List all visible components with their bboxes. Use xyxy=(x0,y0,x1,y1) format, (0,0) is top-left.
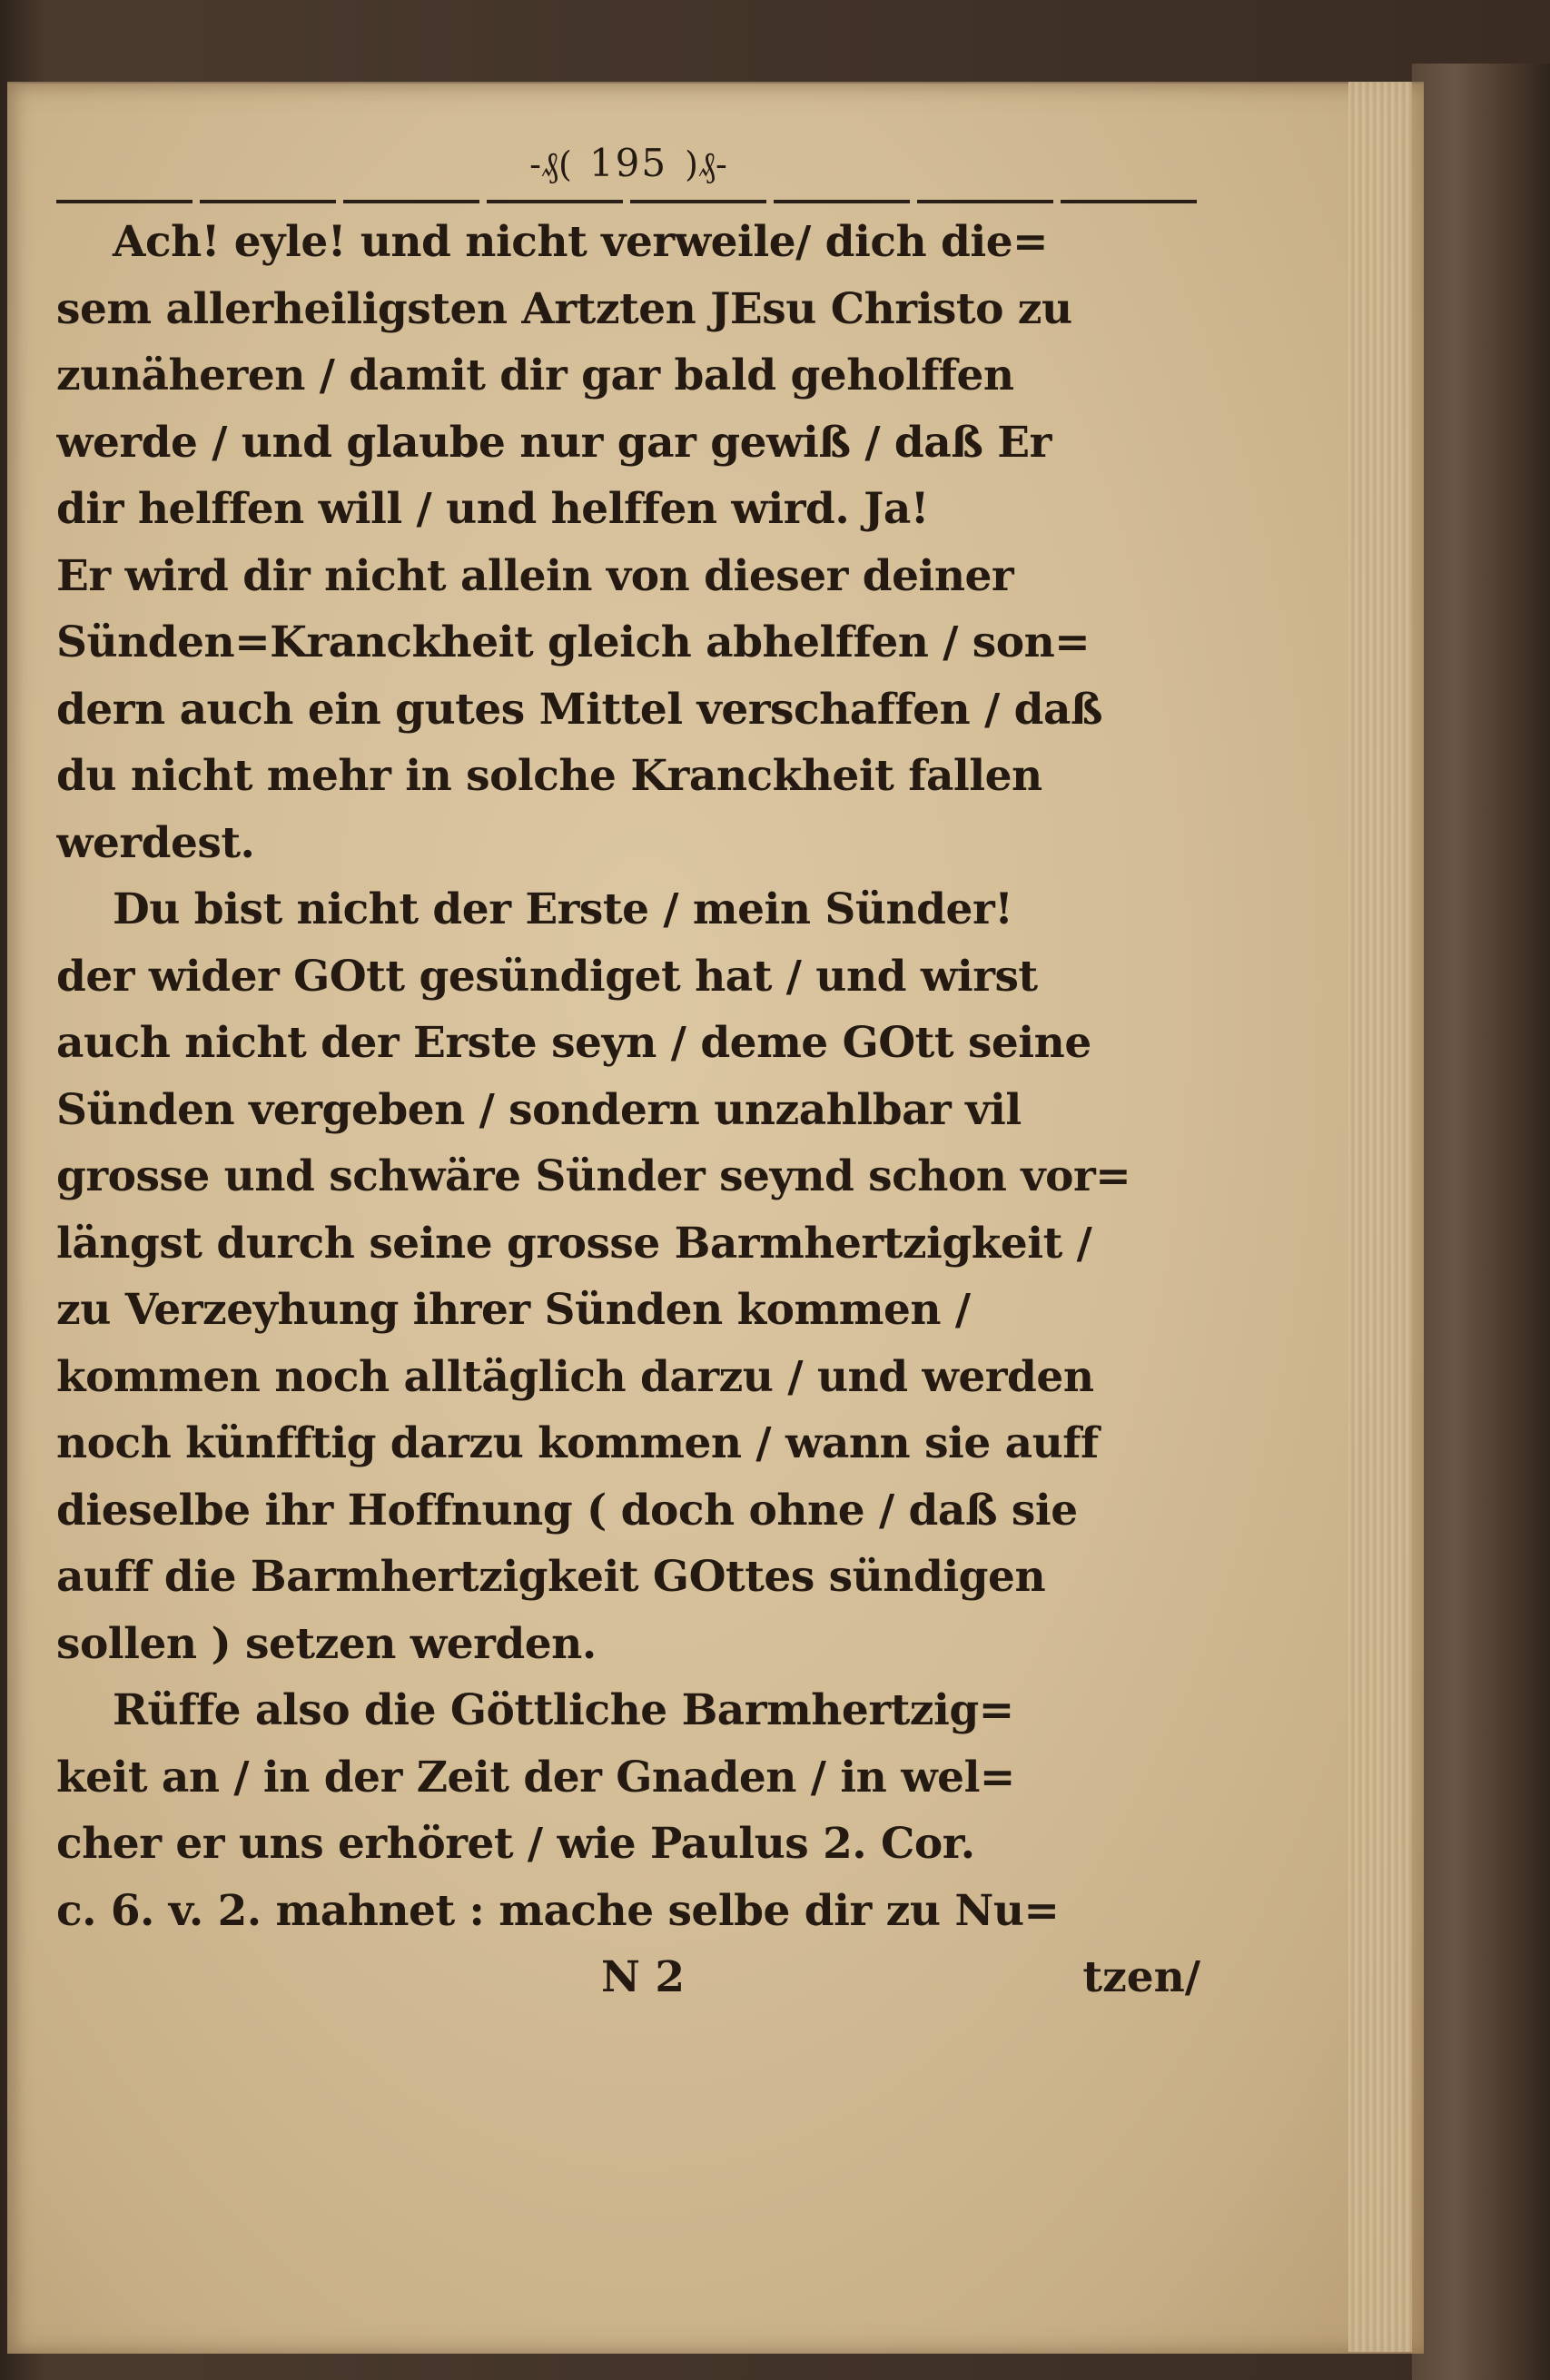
text-line: dir helffen will / und helffen wird. Ja! xyxy=(56,484,929,534)
text-line: zu Verzeyhung ihrer Sünden kommen / xyxy=(56,1285,971,1335)
text-line: Ach! eyle! und nicht verweile/ dich die= xyxy=(113,217,1049,267)
text-line: Du bist nicht der Erste / mein Sünder! xyxy=(113,884,1013,934)
page-edges xyxy=(1348,82,1412,2352)
text-line: du nicht mehr in solche Kranckheit fallen xyxy=(56,751,1042,801)
text-line: keit an / in der Zeit der Gnaden / in wel= xyxy=(56,1752,1015,1802)
header-right-ornament: )₰- xyxy=(685,144,727,184)
text-line: c. 6. v. 2. mahnet : mache selbe dir zu Nu= xyxy=(56,1885,1060,1936)
text-line: Sünden=Kranckheit gleich abhelffen / son= xyxy=(56,617,1091,667)
text-line: cher er uns erhöret / wie Paulus 2. Cor. xyxy=(56,1819,975,1869)
text-line: grosse und schwäre Sünder seynd schon vor= xyxy=(56,1151,1131,1201)
text-line: kommen noch alltäglich darzu / und werden xyxy=(56,1351,1094,1402)
text-line: noch künfftig darzu kommen / wann sie auff xyxy=(56,1418,1099,1468)
text-line: werde / und glaube nur gar gewiß / daß Er xyxy=(56,417,1051,468)
text-line: auff die Barmhertzigkeit GOttes sündigen xyxy=(56,1552,1046,1602)
text-line: sem allerheiligsten Artzten JEsu Christo zu xyxy=(56,283,1072,334)
header-rule xyxy=(56,200,1200,203)
text-line: längst durch seine grosse Barmhertzigkeit / xyxy=(56,1218,1092,1269)
header-left-ornament: -₰( xyxy=(529,144,572,184)
running-header xyxy=(56,136,1200,209)
text-line: Er wird dir nicht allein von dieser deiner xyxy=(56,550,1014,601)
text-line: dern auch ein gutes Mittel verschaffen / daß xyxy=(56,684,1103,735)
text-line: sollen ) setzen werden. xyxy=(56,1618,597,1669)
page-number: 195 xyxy=(588,141,668,185)
paragraph-3 xyxy=(56,1677,1200,1944)
text-line: auch nicht der Erste seyn / deme GOtt seine xyxy=(56,1018,1091,1068)
paragraph-1 xyxy=(56,209,1200,876)
text-line: werdest. xyxy=(56,817,255,868)
text-line: zunäheren / damit dir gar bald geholffen xyxy=(56,351,1014,400)
text-line: der wider GOtt gesündiget hat / und wirst xyxy=(56,951,1038,1002)
book-cover-edge xyxy=(1412,64,1550,2380)
page-text-block xyxy=(56,136,1200,2011)
page-footer xyxy=(56,1944,1200,2011)
paragraph-2 xyxy=(56,876,1200,1677)
text-line: Sünden vergeben / sondern unzahlbar vil xyxy=(56,1084,1022,1135)
catchword: tzen/ xyxy=(1082,1952,1200,2002)
text-line: dieselbe ihr Hoffnung ( doch ohne / daß sie xyxy=(56,1485,1078,1536)
signature-mark: N 2 xyxy=(601,1952,686,2002)
text-line: Rüffe also die Göttliche Barmhertzig= xyxy=(113,1685,1014,1735)
